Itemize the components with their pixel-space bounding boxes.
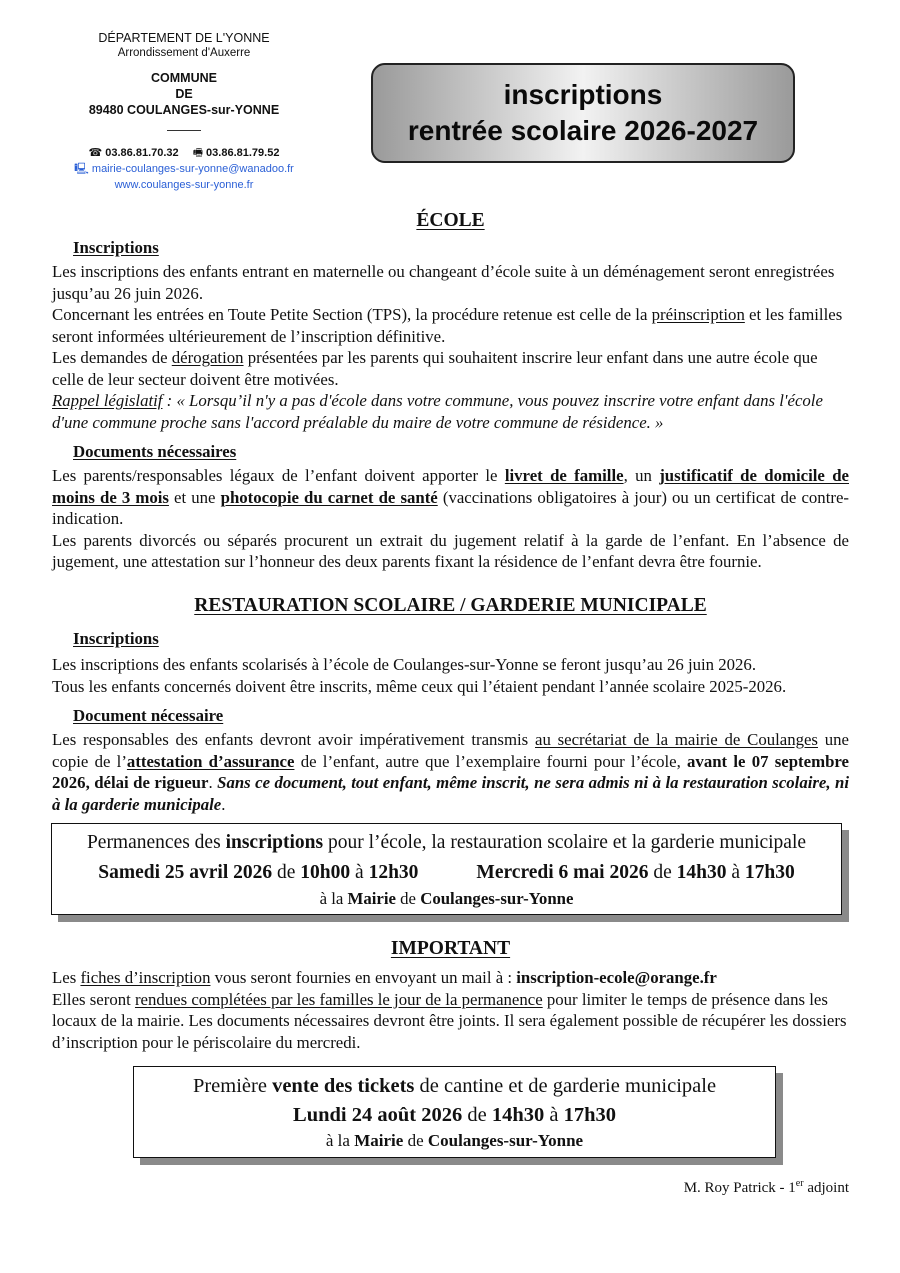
email-link[interactable]: mairie-coulanges-sur-yonne@wanadoo.fr xyxy=(91,163,294,175)
commune-line: DE xyxy=(175,87,193,101)
paragraph: Concernant les entrées en Toute Petite Section (TPS), la procédure retenue est celle de la préinscription et les familles seront informées ultérieurement de l’inscription définitive. xyxy=(52,305,843,346)
heading-ecole: ÉCOLE xyxy=(416,210,485,231)
subheading-inscriptions: Inscriptions xyxy=(73,238,159,257)
website-link[interactable]: www.coulanges-sur-yonne.fr xyxy=(114,179,254,191)
contact-phones xyxy=(64,146,304,161)
paragraph: Les demandes de dérogation présentées par les parents qui souhaitent inscrire leur enfant dans une autre école que celle de leur secteur doivent être motivées. xyxy=(52,348,818,389)
title-line-1: inscriptions xyxy=(503,79,663,110)
arrondissement: Arrondissement d'Auxerre xyxy=(117,47,251,59)
paragraph: Elles seront rendues complétées par les familles le jour de la permanence pour limiter le temps de présence dans les locaux de la mairie. Les documents nécessaires devront être joints. Il sera également possible de récupérer les dossiers d’inscription pour le périscolaire du mercredi. xyxy=(52,989,847,1052)
fax-number: 03.86.81.79.52 xyxy=(206,147,280,159)
permanences-dates xyxy=(52,861,841,885)
commune-block xyxy=(64,70,304,118)
title-box xyxy=(371,63,795,163)
heading-important: IMPORTANT xyxy=(390,938,511,959)
vente-place: à la Mairie de Coulanges-sur-Yonne xyxy=(325,1131,584,1150)
email-line[interactable] xyxy=(64,161,304,177)
paragraph: Les inscriptions des enfants entrant en maternelle ou changeant d’école suite à un déménagement seront enregistrées jusqu’au 26 juin 2026. xyxy=(52,262,835,303)
permanences-place: à la Mairie de Coulanges-sur-Yonne xyxy=(319,889,574,908)
permanences-box xyxy=(51,823,842,915)
subheading-inscriptions: Inscriptions xyxy=(73,629,159,648)
section-ecole xyxy=(52,208,849,573)
paragraph-document: Les responsables des enfants devront avoir impérativement transmis au secrétariat de la mairie de Coulanges une copie de l’attestation d’assurance de l’enfant, autre que l’exemplaire fourni pour l’école, avant le 07 septembre 2026, délai de rigueur. Sans ce document, tout enfant, même inscrit, ne sera admis ni à la restauration scolaire, ni à la garderie municipale. xyxy=(52,730,849,814)
commune-line: 89480 COULANGES-sur-YONNE xyxy=(88,103,280,117)
section-restauration xyxy=(52,593,849,815)
paragraph-rappel: Rappel législatif : « Lorsqu’il n'y a pas d'école dans votre commune, vous pouvez inscrire votre enfant dans l'école d'une commune proche sans l'accord préalable du maire de votre commune de résidence. » xyxy=(52,391,823,432)
subheading-document: Document nécessaire xyxy=(73,706,224,725)
commune-line: COMMUNE xyxy=(151,71,217,85)
contact-email[interactable]: inscription-ecole@orange.fr xyxy=(516,968,717,987)
heading-restauration: RESTAURATION SCOLAIRE / GARDERIE MUNICIPALE xyxy=(194,595,707,616)
vente-box xyxy=(133,1066,776,1158)
permanences-title: Permanences des inscriptions pour l’école, la restauration scolaire et la garderie municipale xyxy=(86,832,807,853)
computer-icon: 🖳 xyxy=(74,163,89,175)
fax-icon: 🖷 xyxy=(192,147,204,159)
title-line-2: rentrée scolaire 2026-2027 xyxy=(407,115,759,146)
vente-date: Lundi 24 août 2026 de 14h30 à 17h30 xyxy=(293,1104,616,1126)
vente-title: Première vente des tickets de cantine et de garderie municipale xyxy=(192,1075,717,1097)
divider xyxy=(167,130,201,131)
subheading-documents: Documents nécessaires xyxy=(73,442,237,461)
letterhead xyxy=(64,30,304,193)
paragraph: Les parents divorcés ou séparés procurent un extrait du jugement relatif à la garde de l’enfant. En l’absence de jugement, une attestation sur l’honneur des deux parents fixant la résidence de l’enfant devra être fournie. xyxy=(52,530,849,571)
permanence-date-2: Mercredi 6 mai 2026 de 14h30 à 17h30 xyxy=(476,862,795,883)
paragraph: Les inscriptions des enfants scolarisés à l’école de Coulanges-sur-Yonne se feront jusqu’au 26 juin 2026. xyxy=(52,655,757,674)
permanence-date-1: Samedi 25 avril 2026 de 10h00 à 12h30 xyxy=(98,862,419,883)
phone-number: 03.86.81.70.32 xyxy=(105,147,179,159)
department: DÉPARTEMENT DE L'YONNE xyxy=(98,31,270,45)
signature: M. Roy Patrick - 1er adjoint xyxy=(683,1178,849,1196)
paragraph-email: Les fiches d’inscription vous seront fournies en envoyant un mail à : inscription-ecole@orange.fr xyxy=(52,968,717,987)
paragraph-documents: Les parents/responsables légaux de l’enfant doivent apporter le livret de famille, un justificatif de domicile de moins de 3 mois et une photocopie du carnet de santé (vaccinations obligatoires à jour) ou un certificat de contre-indication. xyxy=(52,466,849,528)
paragraph: Tous les enfants concernés doivent être inscrits, même ceux qui l’étaient pendant l’année scolaire 2025-2026. xyxy=(52,676,787,696)
section-important xyxy=(52,936,849,1053)
phone-icon: ☎ xyxy=(88,147,103,159)
